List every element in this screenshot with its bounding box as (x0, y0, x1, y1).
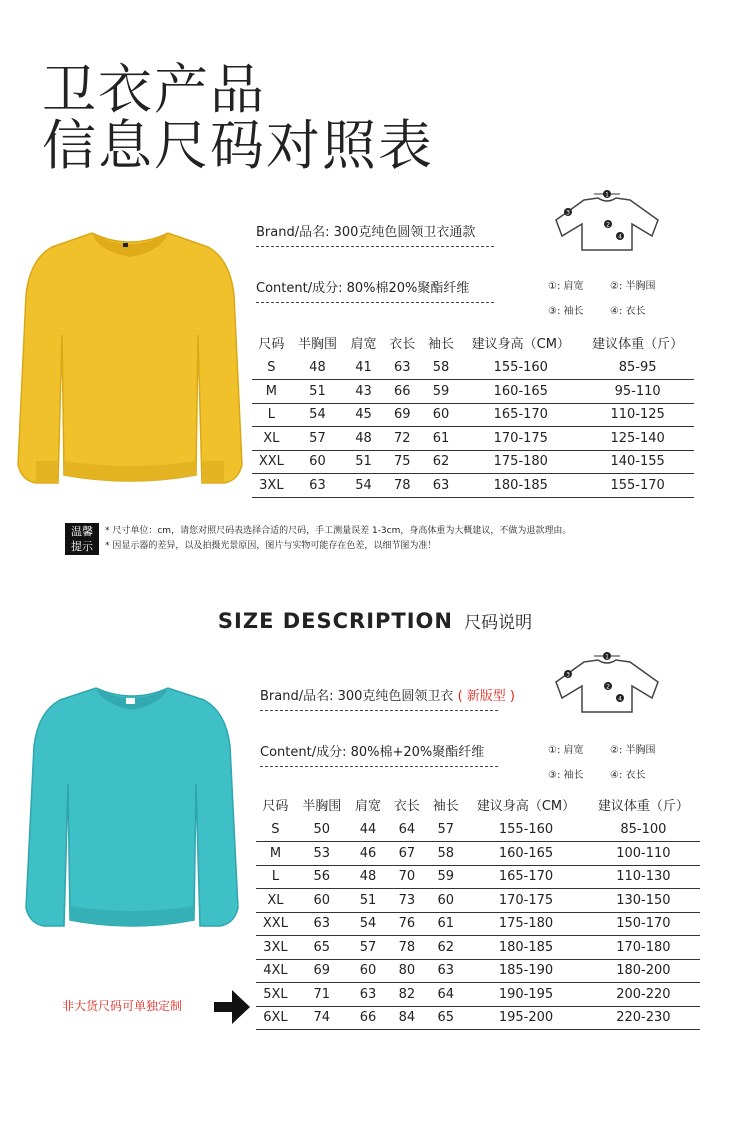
table-cell: 75 (383, 450, 422, 474)
table-header-row (252, 328, 694, 356)
table-cell: 65 (295, 936, 349, 960)
table-cell: XL (252, 427, 291, 451)
svg-text:2: 2 (606, 221, 610, 229)
table-cell: 51 (291, 380, 345, 404)
page-title-line1: 卫衣产品 (42, 58, 266, 121)
custom-size-note: 非大货尺码可单独定制 (62, 999, 183, 1013)
svg-text:4: 4 (618, 695, 622, 703)
measurement-legend-2 (548, 741, 680, 781)
table-cell: 170-180 (587, 936, 700, 960)
table-cell: 60 (422, 403, 461, 427)
table-cell: 155-160 (460, 356, 581, 380)
table-cell: 65 (426, 1006, 465, 1030)
table-cell: 130-150 (587, 889, 700, 913)
table-row (252, 356, 694, 380)
table-cell: 160-165 (465, 842, 587, 866)
table-cell: 4XL (256, 959, 295, 983)
table-cell: 85-100 (587, 818, 700, 842)
legend-chest: ②: 半胸围 (610, 745, 656, 756)
table-cell: 155-160 (465, 818, 587, 842)
notice-line1: * 尺寸单位：cm，请您对照尺码表选择合适的尺码，手工测量误差 1-3cm，身高体重为大概建议，不做为退款理由。 (105, 526, 572, 536)
table-cell: 5XL (256, 983, 295, 1007)
table-cell: 60 (349, 959, 388, 983)
col-header: 建议体重（斤） (597, 798, 689, 814)
table-cell: 54 (291, 403, 345, 427)
measurement-diagram-icon (548, 190, 666, 254)
page-title-line2: 信息尺码对照表 (42, 114, 434, 177)
table-cell: 62 (422, 450, 461, 474)
table-cell: 48 (349, 865, 388, 889)
col-header: 半胸围 (297, 336, 337, 352)
svg-text:4: 4 (618, 233, 622, 241)
table-cell: 66 (349, 1006, 388, 1030)
table-cell: 175-180 (460, 450, 581, 474)
measurement-diagram-icon-2 (548, 652, 666, 716)
table-cell: 180-185 (465, 936, 587, 960)
table-cell: 165-170 (460, 403, 581, 427)
table-cell: 110-130 (587, 865, 700, 889)
table-cell: 54 (349, 912, 388, 936)
table-cell: 57 (349, 936, 388, 960)
notice-badge-line1: 温馨 (71, 525, 93, 538)
table-cell: XL (256, 889, 295, 913)
brand-line-2 (260, 685, 515, 711)
table-cell: 76 (387, 912, 426, 936)
size-table-1 (252, 328, 694, 498)
col-header: 袖长 (427, 336, 454, 352)
size-table-2 (256, 790, 700, 1030)
table-cell: 82 (387, 983, 426, 1007)
table-cell: 74 (295, 1006, 349, 1030)
table-cell: 170-175 (460, 427, 581, 451)
table-row (256, 818, 700, 842)
table-cell: 62 (426, 936, 465, 960)
table-cell: 60 (291, 450, 345, 474)
table-row (256, 959, 700, 983)
col-header: 衣长 (393, 798, 420, 814)
table-cell: 43 (344, 380, 383, 404)
table-cell: 3XL (256, 936, 295, 960)
table-cell: 59 (422, 380, 461, 404)
col-header: 建议身高（CM） (476, 798, 576, 814)
table-cell: 56 (295, 865, 349, 889)
table-cell: 180-185 (460, 474, 581, 498)
size-description-cn: 尺码说明 (464, 613, 533, 633)
table-row (256, 983, 700, 1007)
table-cell: 180-200 (587, 959, 700, 983)
table-cell: L (252, 403, 291, 427)
table-cell: 54 (344, 474, 383, 498)
table-cell: 80 (387, 959, 426, 983)
svg-text:3: 3 (566, 671, 570, 679)
table-cell: 69 (295, 959, 349, 983)
table-cell: XXL (256, 912, 295, 936)
teal-sweatshirt-image (12, 680, 248, 940)
table-row (256, 865, 700, 889)
table-cell: 84 (387, 1006, 426, 1030)
table-cell: 160-165 (460, 380, 581, 404)
col-header: 半胸围 (302, 798, 342, 814)
table-cell: 6XL (256, 1006, 295, 1030)
legend-shoulder: ①: 肩宽 (548, 281, 584, 292)
table-cell: 85-95 (581, 356, 694, 380)
table-row (252, 450, 694, 474)
legend-chest: ②: 半胸围 (610, 281, 656, 292)
table-cell: 63 (426, 959, 465, 983)
table-cell: 63 (383, 356, 422, 380)
table-cell: L (256, 865, 295, 889)
size-description-en: SIZE DESCRIPTION (217, 609, 453, 633)
table-row (256, 842, 700, 866)
table-cell: 220-230 (587, 1006, 700, 1030)
content-line-2: Content/成分: 80%棉+20%聚酯纤维 (260, 741, 498, 767)
table-cell: 150-170 (587, 912, 700, 936)
table-cell: 71 (295, 983, 349, 1007)
col-header: 衣长 (389, 336, 416, 352)
table-cell: 58 (426, 842, 465, 866)
table-cell: 41 (344, 356, 383, 380)
table-cell: 61 (422, 427, 461, 451)
table-cell: 72 (383, 427, 422, 451)
table-cell: 155-170 (581, 474, 694, 498)
table-cell: S (256, 818, 295, 842)
table-cell: 50 (295, 818, 349, 842)
table-cell: 57 (291, 427, 345, 451)
table-row (256, 889, 700, 913)
svg-text:1: 1 (605, 191, 609, 199)
new-version-label: ( 新版型 ) (457, 689, 515, 704)
table-cell: 200-220 (587, 983, 700, 1007)
col-header: 建议身高（CM） (471, 336, 570, 352)
col-header: 袖长 (432, 798, 459, 814)
table-row (252, 427, 694, 451)
table-cell: 73 (387, 889, 426, 913)
table-cell: 185-190 (465, 959, 587, 983)
yellow-sweatshirt-image (12, 225, 248, 495)
table-cell: 58 (422, 356, 461, 380)
brand-line: Brand/品名: 300克纯色圆领卫衣通款 (256, 221, 494, 247)
table-cell: 69 (383, 403, 422, 427)
measurement-legend (548, 277, 680, 317)
size-description-heading (0, 608, 750, 633)
table-row (252, 474, 694, 498)
table-cell: 100-110 (587, 842, 700, 866)
table-cell: 48 (344, 427, 383, 451)
table-cell: 3XL (252, 474, 291, 498)
notice-text (105, 524, 571, 554)
table-cell: 64 (387, 818, 426, 842)
table-cell: 170-175 (465, 889, 587, 913)
table-cell: 51 (349, 889, 388, 913)
table-cell: S (252, 356, 291, 380)
table-row (252, 403, 694, 427)
col-header: 尺码 (262, 798, 289, 814)
table-cell: 175-180 (465, 912, 587, 936)
table-cell: 63 (295, 912, 349, 936)
legend-shoulder: ①: 肩宽 (548, 745, 584, 756)
table-row (252, 380, 694, 404)
table-cell: 44 (349, 818, 388, 842)
arrow-right-icon (212, 984, 252, 1030)
table-cell: 63 (422, 474, 461, 498)
table-cell: M (252, 380, 291, 404)
table-cell: 48 (291, 356, 345, 380)
table-row (256, 912, 700, 936)
notice-line2: * 因显示器的差异，以及拍摄光景原因，图片与实物可能存在色差，以细节图为准！ (105, 541, 437, 551)
table-cell: 195-200 (465, 1006, 587, 1030)
table-cell: 60 (295, 889, 349, 913)
table-cell: 190-195 (465, 983, 587, 1007)
table-cell: 64 (426, 983, 465, 1007)
table-cell: 46 (349, 842, 388, 866)
table-cell: 140-155 (581, 450, 694, 474)
legend-length: ④: 衣长 (610, 306, 646, 317)
content-line: Content/成分: 80%棉20%聚酯纤维 (256, 277, 494, 303)
table-cell: 67 (387, 842, 426, 866)
table-row (256, 1006, 700, 1030)
svg-text:1: 1 (605, 653, 609, 661)
table-cell: 95-110 (581, 380, 694, 404)
legend-length: ④: 衣长 (610, 770, 646, 781)
notice-badge (65, 523, 99, 555)
svg-text:3: 3 (566, 209, 570, 217)
col-header: 建议体重（斤） (592, 336, 684, 352)
col-header: 肩宽 (355, 798, 382, 814)
table-cell: 51 (344, 450, 383, 474)
table-row (256, 936, 700, 960)
table-cell: 63 (349, 983, 388, 1007)
table-cell: XXL (252, 450, 291, 474)
brand-text: Brand/品名: 300克纯色圆领卫衣 (260, 689, 454, 704)
table-cell: 66 (383, 380, 422, 404)
table-cell: 45 (344, 403, 383, 427)
col-header: 肩宽 (350, 336, 377, 352)
table-cell: M (256, 842, 295, 866)
table-cell: 59 (426, 865, 465, 889)
table-cell: 61 (426, 912, 465, 936)
table-cell: 125-140 (581, 427, 694, 451)
table-cell: 78 (383, 474, 422, 498)
table-cell: 57 (426, 818, 465, 842)
table-cell: 110-125 (581, 403, 694, 427)
svg-text:2: 2 (606, 683, 610, 691)
table-cell: 78 (387, 936, 426, 960)
table-cell: 53 (295, 842, 349, 866)
legend-sleeve: ③: 袖长 (548, 306, 584, 317)
table-header-row (256, 790, 700, 818)
table-cell: 165-170 (465, 865, 587, 889)
table-cell: 63 (291, 474, 345, 498)
col-header: 尺码 (258, 336, 285, 352)
table-cell: 60 (426, 889, 465, 913)
table-cell: 70 (387, 865, 426, 889)
notice-badge-line2: 提示 (71, 540, 93, 553)
legend-sleeve: ③: 袖长 (548, 770, 584, 781)
